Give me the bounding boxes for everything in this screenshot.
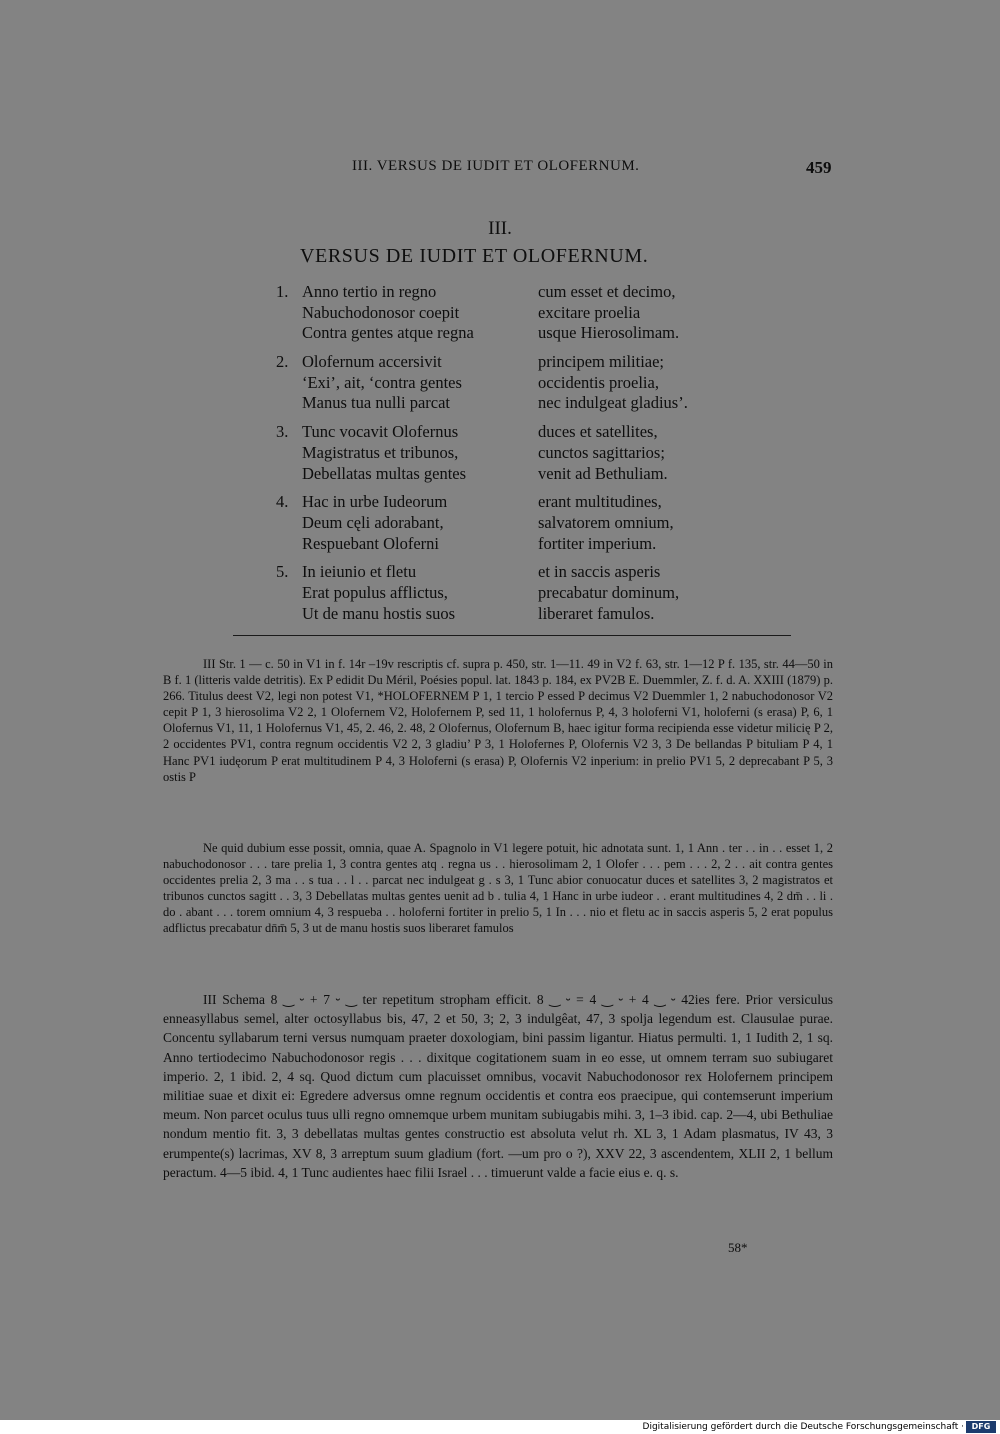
verse-second-half: usque Hierosolimam. (538, 323, 680, 343)
spagnolo-readings (163, 840, 833, 937)
verse-first-half: Debellatas multas gentes (302, 463, 467, 483)
stanza-number: 4. (276, 492, 289, 512)
section-number: III. (488, 218, 512, 239)
verse-line (276, 373, 746, 394)
verse-line (276, 583, 746, 604)
verse-line (276, 492, 746, 513)
verse-first-half: Contra gentes atque regna (302, 323, 474, 343)
verse-first-half: Erat populus afflictus, (302, 582, 448, 602)
verse-first-half: Nabuchodonosor coepit (302, 302, 460, 322)
stanza-number: 2. (276, 352, 289, 372)
verse-second-half: duces et satellites, (538, 422, 658, 442)
verse-line (276, 604, 746, 625)
stanza (276, 422, 746, 484)
verse-first-half: Anno tertio in regno (302, 282, 437, 301)
verse-second-half: et in saccis asperis (538, 562, 661, 582)
verse-line (276, 352, 746, 373)
stanza-number: 3. (276, 422, 289, 442)
verse-line (276, 464, 746, 485)
running-head (0, 158, 1000, 182)
page-number: 459 (806, 158, 832, 177)
critical-apparatus (163, 656, 833, 785)
verse-first-half: Tunc vocavit Olofernus (302, 422, 459, 442)
separator-rule (233, 635, 791, 636)
section-title: VERSUS DE IUDIT ET OLOFERNUM. (300, 245, 649, 267)
stanza (276, 352, 746, 414)
verse-first-half: Respuebant Oloferni (302, 533, 440, 553)
stanza-number: 5. (276, 562, 289, 582)
verse-line (276, 393, 746, 414)
commentary-text: III Schema 8 ‿ ⏑ + 7 ⏑ ‿ ter repetitum stropham efficit. 8 ‿ ⏑ = 4 ‿ ⏑ + 4 ‿ ⏑ 42ies fere. Prior versiculus enneasyllabus semel, alter octosyllabus bis, 47, 2 et 50, 3; 2, 3 indulgêat, 47, 3 spolja legendum est. Clausulae purae. Concentu syllabarum terni versus numquam praeter doxologiam, bini passim ligantur. Hiatus permulti. 1, 1 Iudith 2, 1 sq. Anno tertiodecimo Nabuchodonosor regis . . . dixitque cogitationem suam in eo esse, ut omnem terram suo subiugaret imperio. 2, 1 ibid. 2, 4 sq. Quod dictum cum placuisset omnibus, vocavit Nabuchodonosor rex Holofernem principem militiae suae et dixit ei: Egredere adversus omne regnum occidentis et contra eos praecipue, qui contemserunt imperium meum. Non parcet oculus tuus ulli regno omnemque urbem munitam subiugabis mihi. 3, 1–3 ibid. cap. 2—4, ubi Bethuliae nondum mentio fit. 3, 3 debellatas multas gentes constructio est absoluta velut rh. XL 3, 1 Adam plasmatus, IV 43, 3 erumpente(s) lacrimas, XV 8, 3 arreptum suum gladium (fort. —um pro o ?), XXV 22, 3 ascendentem, XLII 2, 1 bellum peractum. 4—5 ibid. 4, 1 Tunc audientes haec filii Israel . . . timuerunt valde a facie eius e. q. s. (163, 992, 833, 1180)
verse-line (276, 562, 746, 583)
verse-line (276, 534, 746, 555)
verse-first-half: Magistratus et tribunos, (302, 442, 459, 462)
verse-second-half: cunctos sagittarios; (538, 442, 665, 462)
verse-first-half: Ut de manu hostis suos (302, 603, 456, 623)
verse-second-half: liberaret famulos. (538, 603, 655, 623)
verse-second-half: principem militiae; (538, 352, 665, 372)
verse-second-half: precabatur dominum, (538, 582, 680, 602)
stanza (276, 282, 746, 344)
verse-second-half: salvatorem omnium, (538, 512, 674, 532)
verse-second-half: erant multitudines, (538, 492, 662, 512)
verse-line (276, 323, 746, 344)
verse-first-half: Hac in urbe Iudeorum (302, 492, 448, 512)
stanza-number: 1. (276, 282, 289, 301)
apparatus-manuscripts: III Str. 1 — c. 50 in V1 in f. 14r –19v rescriptis cf. supra p. 450, str. 1—11. 49 in V2 f. 63, str. 1—12 P f. 135, str. 44—50 in B f. 1 (litteris valde detritis). Ex P edidit Du Méril, Poésies popul. lat. 1843 p. 184, ex PV2B E. Duemmler, Z. f. d. A. XXIII (1879) p. 266. Titulus deest V2, legi non potest V1, *HOLOFERNEM P 1, 1 tercio P essed P decimus V2 Duemmler 1, 2 nabuchodonosor V2 cepit P 1, 3 hierosolima V2 2, 1 Olofernem V2, Holofernem P, sed 11, 1 holofernus P, 4, 3 holoferni V1, holoferni (s erasa) P, 6, 1 Olofernus V1, 11, 1 Holofernus V1, 45, 2. 46, 2. 48, 2 Olofernus, Olofernum B, haec igitur forma recipienda esse videtur milicię P 2, 2 occidentes PV1, contra regnum occidentis V2 2, 3 gladiu’ P 3, 1 Holofernes P, Olofernis V2 3, 3 De bellandas P bituliam P 4, 1 Hanc PV1 iudęorum P erat multitudinem P 4, 3 Holoferni (s erasa) P, Olofernis V2 inperium: in prelio PV1 5, 2 deprecabant P 5, 3 ostis P (163, 657, 833, 784)
verse-first-half: Olofernum accersivit (302, 352, 442, 372)
verse-second-half: occidentis proelia, (538, 372, 659, 392)
verse-second-half: cum esset et decimo, (538, 282, 676, 301)
commentary (163, 990, 833, 1182)
footer-credit: Digitalisierung gefördert durch die Deutsche Forschungsgemeinschaft · (642, 1422, 964, 1432)
verse-line (276, 513, 746, 534)
verse-second-half: excitare proelia (538, 302, 641, 322)
verse-second-half: nec indulgeat gladius’. (538, 393, 688, 413)
verse-first-half: Deum cęli adorabant, (302, 512, 444, 532)
verse-first-half: Manus tua nulli parcat (302, 393, 451, 413)
verse-line (276, 443, 746, 464)
verse-first-half: ‘Exi’, ait, ‘contra gentes (302, 372, 462, 392)
signature-mark: 58* (728, 1240, 748, 1255)
verse-line (276, 303, 746, 324)
stanza (276, 562, 746, 624)
stanza (276, 492, 746, 554)
running-title: III. VERSUS DE IUDIT ET OLOFERNUM. (352, 158, 640, 174)
verse-line (276, 282, 746, 303)
footer-bar (0, 1420, 1000, 1434)
verse-line (276, 422, 746, 443)
poem-stanzas (276, 282, 746, 632)
verse-second-half: fortiter imperium. (538, 533, 657, 553)
verse-first-half: In ieiunio et fletu (302, 562, 417, 582)
verse-second-half: venit ad Bethuliam. (538, 463, 668, 483)
apparatus-spagnolo: Ne quid dubium esse possit, omnia, quae A. Spagnolo in V1 legere potuit, hic adnotata sunt. 1, 1 Ann . ter . . in . . esset 1, 2 nabuchodonosor . . . tare prelia 1, 3 contra gentes atq . regna us . . hierosolimam 2, 1 Olofer . . . pem . . . 2, 2 . . ait contra gentes occidentes prelia 2, 3 ma . . s tua . . l . . parcat nec indulgeat g . s 3, 1 Tunc abior conuocatur duces et satellites 3, 2 magistratos et tribunos cunctos sagitt . . 3, 3 Debellatas multas gentes uenit ad b . tulia 4, 1 Hanc in urbe iudeor . . erant multitudines 4, 2 dm̄ . . li . do . abant . . . torem omnium 4, 3 respueba . . holoferni fortiter in prelio 5, 1 In . . . nio et fletu ac in saccis asperis 5, 2 erat populus adflictus precabatur dn̄m̄ 5, 3 ut de manu hostis suos liberaret famulos (163, 841, 833, 936)
dfg-logo: DFG (966, 1421, 996, 1433)
